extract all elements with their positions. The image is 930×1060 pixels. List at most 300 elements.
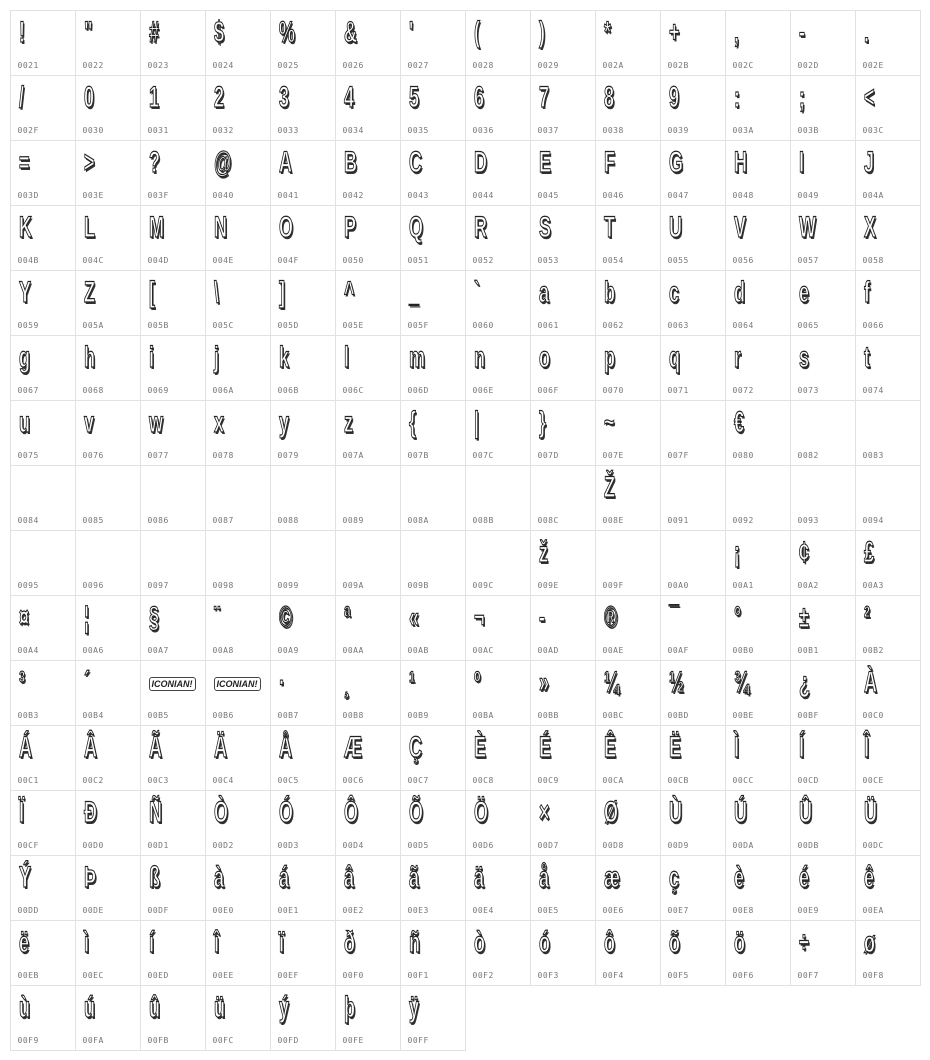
glyph-cell[interactable] bbox=[790, 920, 856, 986]
glyph-cell[interactable] bbox=[855, 270, 921, 336]
glyph-cell[interactable] bbox=[270, 920, 336, 986]
codepoint-label: 00D3 bbox=[277, 840, 299, 850]
glyph-preview: R bbox=[473, 210, 487, 244]
glyph-cell[interactable] bbox=[400, 205, 466, 271]
glyph-preview: + bbox=[668, 15, 680, 49]
glyph-cell[interactable] bbox=[400, 10, 466, 76]
glyph-cell[interactable] bbox=[75, 205, 141, 271]
glyph-preview: n bbox=[473, 340, 485, 374]
glyph-cell[interactable] bbox=[205, 920, 271, 986]
glyph-cell[interactable] bbox=[855, 790, 921, 856]
glyph-cell[interactable] bbox=[530, 465, 596, 531]
glyph-cell[interactable] bbox=[790, 75, 856, 141]
glyph-cell[interactable] bbox=[725, 530, 791, 596]
codepoint-label: 002F bbox=[17, 125, 39, 135]
glyph-cell[interactable] bbox=[270, 790, 336, 856]
codepoint-label: 0085 bbox=[82, 515, 104, 525]
glyph-cell[interactable] bbox=[530, 75, 596, 141]
glyph-cell[interactable] bbox=[465, 855, 531, 921]
glyph-cell[interactable] bbox=[465, 920, 531, 986]
codepoint-label: 0025 bbox=[277, 60, 299, 70]
glyph-cell[interactable] bbox=[855, 205, 921, 271]
glyph-cell[interactable] bbox=[10, 660, 76, 726]
glyph-cell[interactable] bbox=[10, 465, 76, 531]
codepoint-label: 00C6 bbox=[342, 775, 364, 785]
codepoint-label: 009E bbox=[537, 580, 559, 590]
glyph-preview: í bbox=[148, 925, 154, 959]
codepoint-label: 004C bbox=[82, 255, 104, 265]
glyph-cell[interactable] bbox=[790, 10, 856, 76]
codepoint-label: 00DE bbox=[82, 905, 104, 915]
glyph-cell[interactable] bbox=[530, 920, 596, 986]
glyph-cell[interactable] bbox=[855, 400, 921, 466]
glyph-cell[interactable] bbox=[75, 400, 141, 466]
glyph-cell[interactable] bbox=[75, 985, 141, 1051]
glyph-cell[interactable] bbox=[725, 335, 791, 401]
codepoint-label: 006A bbox=[212, 385, 234, 395]
glyph-preview: ´ bbox=[83, 665, 90, 699]
glyph-cell[interactable] bbox=[140, 75, 206, 141]
codepoint-label: 0097 bbox=[147, 580, 169, 590]
glyph-cell[interactable] bbox=[335, 75, 401, 141]
glyph-preview: , bbox=[733, 15, 739, 49]
glyph-cell[interactable] bbox=[75, 270, 141, 336]
glyph-cell[interactable] bbox=[335, 595, 401, 661]
glyph-cell[interactable] bbox=[335, 725, 401, 791]
glyph-cell[interactable] bbox=[75, 855, 141, 921]
glyph-cell[interactable] bbox=[400, 985, 466, 1051]
glyph-cell[interactable] bbox=[725, 205, 791, 271]
glyph-cell[interactable] bbox=[530, 595, 596, 661]
glyph-cell[interactable] bbox=[725, 270, 791, 336]
glyph-cell[interactable] bbox=[400, 335, 466, 401]
codepoint-label: 00B9 bbox=[407, 710, 429, 720]
glyph-cell[interactable] bbox=[595, 530, 661, 596]
glyph-cell[interactable] bbox=[660, 140, 726, 206]
glyph-cell[interactable] bbox=[530, 660, 596, 726]
codepoint-label: 00A2 bbox=[797, 580, 819, 590]
glyph-cell[interactable] bbox=[205, 790, 271, 856]
glyph-cell[interactable] bbox=[465, 205, 531, 271]
glyph-cell[interactable] bbox=[660, 10, 726, 76]
glyph-cell[interactable] bbox=[725, 660, 791, 726]
glyph-cell[interactable] bbox=[75, 10, 141, 76]
glyph-cell[interactable] bbox=[790, 205, 856, 271]
codepoint-label: 006E bbox=[472, 385, 494, 395]
glyph-preview: ¯ bbox=[668, 600, 679, 634]
glyph-cell[interactable] bbox=[465, 465, 531, 531]
glyph-cell[interactable] bbox=[400, 725, 466, 791]
glyph-cell[interactable] bbox=[660, 725, 726, 791]
glyph-preview: D bbox=[473, 145, 487, 179]
glyph-preview: õ bbox=[668, 925, 680, 959]
glyph-cell[interactable] bbox=[660, 465, 726, 531]
glyph-cell[interactable] bbox=[75, 335, 141, 401]
glyph-cell[interactable] bbox=[595, 75, 661, 141]
glyph-cell[interactable] bbox=[465, 660, 531, 726]
glyph-cell[interactable] bbox=[660, 530, 726, 596]
glyph-cell[interactable] bbox=[270, 660, 336, 726]
glyph-cell[interactable] bbox=[335, 855, 401, 921]
glyph-cell[interactable] bbox=[140, 530, 206, 596]
codepoint-label: 00E9 bbox=[797, 905, 819, 915]
glyph-cell[interactable] bbox=[400, 400, 466, 466]
glyph-cell[interactable] bbox=[10, 985, 76, 1051]
glyph-preview: è bbox=[733, 860, 744, 894]
glyph-cell[interactable] bbox=[335, 985, 401, 1051]
codepoint-label: 00C9 bbox=[537, 775, 559, 785]
glyph-cell[interactable] bbox=[400, 920, 466, 986]
glyph-cell[interactable] bbox=[10, 400, 76, 466]
glyph-cell[interactable] bbox=[335, 790, 401, 856]
glyph-cell[interactable] bbox=[75, 920, 141, 986]
glyph-cell[interactable] bbox=[140, 790, 206, 856]
glyph-cell[interactable] bbox=[595, 10, 661, 76]
glyph-cell[interactable] bbox=[790, 790, 856, 856]
glyph-cell[interactable] bbox=[725, 400, 791, 466]
glyph-cell[interactable] bbox=[790, 465, 856, 531]
glyph-preview: î bbox=[213, 925, 219, 959]
glyph-cell[interactable] bbox=[725, 10, 791, 76]
codepoint-label: 002B bbox=[667, 60, 689, 70]
glyph-cell[interactable] bbox=[790, 530, 856, 596]
glyph-cell[interactable] bbox=[205, 660, 271, 726]
codepoint-label: 00F7 bbox=[797, 970, 819, 980]
glyph-preview: ó bbox=[538, 925, 550, 959]
glyph-cell[interactable] bbox=[790, 855, 856, 921]
glyph-preview: Ö bbox=[473, 795, 488, 829]
glyph-cell[interactable] bbox=[465, 140, 531, 206]
glyph-preview: ¹ bbox=[408, 665, 415, 699]
glyph-cell[interactable] bbox=[270, 465, 336, 531]
glyph-preview: | bbox=[473, 405, 479, 439]
glyph-cell[interactable] bbox=[465, 725, 531, 791]
codepoint-label: 004B bbox=[17, 255, 39, 265]
glyph-cell[interactable] bbox=[725, 725, 791, 791]
glyph-cell[interactable] bbox=[595, 270, 661, 336]
glyph-cell[interactable] bbox=[10, 75, 76, 141]
glyph-cell[interactable] bbox=[725, 140, 791, 206]
glyph-preview: ê bbox=[863, 860, 874, 894]
glyph-cell[interactable] bbox=[660, 595, 726, 661]
glyph-cell[interactable] bbox=[75, 75, 141, 141]
glyph-cell[interactable] bbox=[530, 855, 596, 921]
glyph-cell[interactable] bbox=[595, 465, 661, 531]
glyph-cell[interactable] bbox=[140, 855, 206, 921]
glyph-cell[interactable] bbox=[270, 10, 336, 76]
glyph-preview: Õ bbox=[408, 795, 423, 829]
glyph-cell[interactable] bbox=[660, 790, 726, 856]
codepoint-label: 0077 bbox=[147, 450, 169, 460]
glyph-cell[interactable] bbox=[530, 10, 596, 76]
glyph-preview: € bbox=[733, 405, 744, 439]
glyph-cell[interactable] bbox=[140, 140, 206, 206]
glyph-cell[interactable] bbox=[855, 75, 921, 141]
glyph-cell[interactable] bbox=[400, 75, 466, 141]
glyph-cell[interactable] bbox=[205, 335, 271, 401]
glyph-cell[interactable] bbox=[10, 140, 76, 206]
glyph-cell[interactable] bbox=[595, 725, 661, 791]
glyph-cell[interactable] bbox=[400, 595, 466, 661]
glyph-cell[interactable] bbox=[725, 465, 791, 531]
glyph-cell[interactable] bbox=[205, 595, 271, 661]
glyph-cell[interactable] bbox=[660, 920, 726, 986]
codepoint-label: 009B bbox=[407, 580, 429, 590]
codepoint-label: 0052 bbox=[472, 255, 494, 265]
glyph-cell[interactable] bbox=[335, 400, 401, 466]
glyph-cell[interactable] bbox=[595, 660, 661, 726]
glyph-cell[interactable] bbox=[270, 75, 336, 141]
glyph-cell[interactable] bbox=[140, 725, 206, 791]
glyph-cell[interactable] bbox=[205, 985, 271, 1051]
codepoint-label: 0047 bbox=[667, 190, 689, 200]
codepoint-label: 00FF bbox=[407, 1035, 429, 1045]
codepoint-label: 00E0 bbox=[212, 905, 234, 915]
glyph-cell[interactable] bbox=[855, 530, 921, 596]
glyph-cell[interactable] bbox=[270, 400, 336, 466]
glyph-cell[interactable] bbox=[790, 270, 856, 336]
glyph-cell[interactable] bbox=[75, 595, 141, 661]
glyph-cell[interactable] bbox=[10, 725, 76, 791]
glyph-cell[interactable] bbox=[400, 855, 466, 921]
glyph-cell[interactable] bbox=[205, 140, 271, 206]
glyph-cell[interactable] bbox=[335, 465, 401, 531]
glyph-cell[interactable] bbox=[400, 660, 466, 726]
glyph-cell[interactable] bbox=[595, 140, 661, 206]
codepoint-label: 0046 bbox=[602, 190, 624, 200]
codepoint-label: 002C bbox=[732, 60, 754, 70]
codepoint-label: 0091 bbox=[667, 515, 689, 525]
glyph-cell[interactable] bbox=[465, 75, 531, 141]
codepoint-label: 00AE bbox=[602, 645, 624, 655]
glyph-cell[interactable] bbox=[10, 270, 76, 336]
codepoint-label: 00C5 bbox=[277, 775, 299, 785]
glyph-cell[interactable] bbox=[75, 140, 141, 206]
glyph-cell[interactable] bbox=[75, 465, 141, 531]
glyph-cell[interactable] bbox=[205, 725, 271, 791]
codepoint-label: 0096 bbox=[82, 580, 104, 590]
glyph-cell[interactable] bbox=[790, 400, 856, 466]
glyph-cell[interactable] bbox=[725, 595, 791, 661]
glyph-cell[interactable] bbox=[465, 790, 531, 856]
glyph-cell[interactable] bbox=[270, 335, 336, 401]
glyph-cell[interactable] bbox=[790, 595, 856, 661]
glyph-cell[interactable] bbox=[205, 530, 271, 596]
glyph-cell[interactable] bbox=[10, 790, 76, 856]
glyph-cell[interactable] bbox=[270, 725, 336, 791]
glyph-cell[interactable] bbox=[205, 270, 271, 336]
glyph-cell[interactable] bbox=[270, 205, 336, 271]
codepoint-label: 00F3 bbox=[537, 970, 559, 980]
codepoint-label: 0073 bbox=[797, 385, 819, 395]
glyph-cell[interactable] bbox=[140, 465, 206, 531]
glyph-cell[interactable] bbox=[400, 790, 466, 856]
glyph-cell[interactable] bbox=[335, 140, 401, 206]
glyph-cell[interactable] bbox=[10, 530, 76, 596]
glyph-cell[interactable] bbox=[790, 725, 856, 791]
glyph-cell[interactable] bbox=[595, 595, 661, 661]
glyph-cell[interactable] bbox=[140, 920, 206, 986]
glyph-cell[interactable] bbox=[790, 335, 856, 401]
glyph-cell[interactable] bbox=[530, 335, 596, 401]
glyph-cell[interactable] bbox=[270, 270, 336, 336]
glyph-cell[interactable] bbox=[595, 335, 661, 401]
glyph-cell[interactable] bbox=[335, 10, 401, 76]
glyph-cell[interactable] bbox=[595, 790, 661, 856]
glyph-cell[interactable] bbox=[140, 205, 206, 271]
glyph-cell[interactable] bbox=[335, 270, 401, 336]
glyph-cell[interactable] bbox=[660, 400, 726, 466]
glyph-cell[interactable] bbox=[270, 985, 336, 1051]
codepoint-label: 0082 bbox=[797, 450, 819, 460]
codepoint-label: 00BB bbox=[537, 710, 559, 720]
glyph-cell[interactable] bbox=[140, 660, 206, 726]
glyph-cell[interactable] bbox=[205, 205, 271, 271]
glyph-cell[interactable] bbox=[530, 205, 596, 271]
glyph-cell[interactable] bbox=[725, 75, 791, 141]
glyph-cell[interactable] bbox=[660, 75, 726, 141]
glyph-preview: / bbox=[18, 80, 24, 114]
glyph-cell[interactable] bbox=[140, 10, 206, 76]
glyph-preview: E bbox=[538, 145, 551, 179]
glyph-cell[interactable] bbox=[725, 855, 791, 921]
glyph-cell[interactable] bbox=[335, 205, 401, 271]
glyph-cell[interactable] bbox=[465, 400, 531, 466]
glyph-preview: m bbox=[408, 340, 425, 374]
glyph-cell[interactable] bbox=[10, 335, 76, 401]
glyph-preview: ÿ bbox=[408, 990, 419, 1024]
glyph-cell[interactable] bbox=[790, 660, 856, 726]
glyph-cell[interactable] bbox=[140, 335, 206, 401]
glyph-cell[interactable] bbox=[660, 335, 726, 401]
glyph-cell[interactable] bbox=[855, 595, 921, 661]
codepoint-label: 00A9 bbox=[277, 645, 299, 655]
glyph-cell[interactable] bbox=[855, 335, 921, 401]
glyph-cell[interactable] bbox=[335, 920, 401, 986]
glyph-preview: j bbox=[213, 340, 219, 374]
codepoint-label: 00CA bbox=[602, 775, 624, 785]
glyph-cell[interactable] bbox=[205, 10, 271, 76]
glyph-cell[interactable] bbox=[75, 660, 141, 726]
glyph-cell[interactable] bbox=[595, 855, 661, 921]
glyph-cell[interactable] bbox=[10, 920, 76, 986]
glyph-cell[interactable] bbox=[855, 140, 921, 206]
glyph-cell[interactable] bbox=[790, 140, 856, 206]
glyph-cell[interactable] bbox=[140, 595, 206, 661]
glyph-cell[interactable] bbox=[10, 205, 76, 271]
glyph-cell[interactable] bbox=[465, 595, 531, 661]
glyph-cell[interactable] bbox=[205, 75, 271, 141]
codepoint-label: 0089 bbox=[342, 515, 364, 525]
glyph-cell[interactable] bbox=[855, 10, 921, 76]
glyph-cell[interactable] bbox=[400, 465, 466, 531]
glyph-preview: ¡ bbox=[733, 535, 740, 569]
glyph-cell[interactable] bbox=[400, 530, 466, 596]
codepoint-label: 00F0 bbox=[342, 970, 364, 980]
glyph-cell[interactable] bbox=[465, 335, 531, 401]
glyph-cell[interactable] bbox=[335, 530, 401, 596]
glyph-preview: ì bbox=[83, 925, 89, 959]
glyph-cell[interactable] bbox=[595, 920, 661, 986]
glyph-preview: F bbox=[603, 145, 615, 179]
glyph-cell[interactable] bbox=[270, 855, 336, 921]
codepoint-label: 0044 bbox=[472, 190, 494, 200]
glyph-cell[interactable] bbox=[855, 920, 921, 986]
codepoint-label: 00EF bbox=[277, 970, 299, 980]
glyph-cell[interactable] bbox=[205, 465, 271, 531]
glyph-cell[interactable] bbox=[465, 530, 531, 596]
glyph-cell[interactable] bbox=[205, 400, 271, 466]
glyph-cell[interactable] bbox=[595, 400, 661, 466]
glyph-cell[interactable] bbox=[10, 595, 76, 661]
glyph-preview: ÷ bbox=[798, 925, 809, 959]
glyph-cell[interactable] bbox=[855, 660, 921, 726]
glyph-cell[interactable] bbox=[205, 855, 271, 921]
glyph-preview: â bbox=[343, 860, 354, 894]
codepoint-label: 0058 bbox=[862, 255, 884, 265]
glyph-cell[interactable] bbox=[75, 725, 141, 791]
codepoint-label: 0087 bbox=[212, 515, 234, 525]
glyph-cell[interactable] bbox=[530, 140, 596, 206]
glyph-cell[interactable] bbox=[270, 595, 336, 661]
glyph-preview: Y bbox=[18, 275, 31, 309]
glyph-preview: B bbox=[343, 145, 357, 179]
glyph-preview: © bbox=[278, 600, 292, 634]
glyph-cell[interactable] bbox=[270, 530, 336, 596]
glyph-preview: Í bbox=[798, 730, 804, 764]
glyph-cell[interactable] bbox=[660, 660, 726, 726]
glyph-cell[interactable] bbox=[530, 530, 596, 596]
glyph-cell[interactable] bbox=[140, 270, 206, 336]
glyph-preview: O bbox=[278, 210, 293, 244]
glyph-cell[interactable] bbox=[530, 790, 596, 856]
glyph-cell[interactable] bbox=[140, 985, 206, 1051]
glyph-cell[interactable] bbox=[335, 335, 401, 401]
glyph-preview: c bbox=[668, 275, 679, 309]
glyph-cell[interactable] bbox=[530, 270, 596, 336]
glyph-preview: k bbox=[278, 340, 289, 374]
glyph-cell[interactable] bbox=[335, 660, 401, 726]
glyph-cell[interactable] bbox=[10, 10, 76, 76]
glyph-cell[interactable] bbox=[10, 855, 76, 921]
glyph-preview: * bbox=[603, 15, 611, 49]
glyph-cell[interactable] bbox=[75, 530, 141, 596]
glyph-cell[interactable] bbox=[660, 855, 726, 921]
glyph-cell[interactable] bbox=[855, 465, 921, 531]
glyph-cell[interactable] bbox=[855, 725, 921, 791]
glyph-cell[interactable] bbox=[400, 140, 466, 206]
glyph-cell[interactable] bbox=[465, 10, 531, 76]
glyph-cell[interactable] bbox=[465, 270, 531, 336]
glyph-cell[interactable] bbox=[530, 725, 596, 791]
codepoint-label: 0079 bbox=[277, 450, 299, 460]
glyph-cell[interactable] bbox=[855, 855, 921, 921]
glyph-cell[interactable] bbox=[75, 790, 141, 856]
codepoint-label: 00F4 bbox=[602, 970, 624, 980]
glyph-cell[interactable] bbox=[270, 140, 336, 206]
glyph-cell[interactable] bbox=[725, 790, 791, 856]
codepoint-label: 00B7 bbox=[277, 710, 299, 720]
codepoint-label: 00C2 bbox=[82, 775, 104, 785]
glyph-cell[interactable] bbox=[660, 205, 726, 271]
glyph-cell[interactable] bbox=[725, 920, 791, 986]
glyph-cell[interactable] bbox=[530, 400, 596, 466]
codepoint-label: 007C bbox=[472, 450, 494, 460]
glyph-cell[interactable] bbox=[660, 270, 726, 336]
glyph-cell[interactable] bbox=[595, 205, 661, 271]
glyph-cell[interactable] bbox=[140, 400, 206, 466]
glyph-cell[interactable] bbox=[400, 270, 466, 336]
